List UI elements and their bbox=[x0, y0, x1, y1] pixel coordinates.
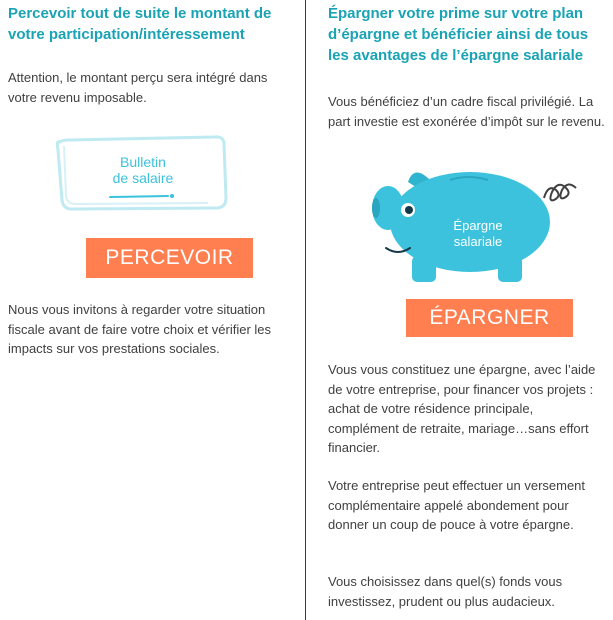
right-para-abondement: Votre entreprise peut effectuer un versement complémentaire appelé abondement pour donner un coup de pouce à votre épargne. bbox=[328, 478, 586, 532]
right-title: Épargner votre prime sur votre plan d’épargne et bénéficier ainsi de tous les avantages de l’épargne salariale bbox=[328, 5, 589, 64]
piggy-text-line2: salariale bbox=[453, 234, 503, 249]
left-advice: Nous vous invitons à regarder votre situation fiscale avant de faire votre choix et vérifier les impacts sur vos prestations sociales. bbox=[8, 302, 272, 356]
epargner-button[interactable]: ÉPARGNER bbox=[406, 299, 573, 337]
payslip-text-line1: Bulletin bbox=[120, 154, 166, 170]
left-title: Percevoir tout de suite le montant de votre participation/intéressement bbox=[8, 5, 272, 43]
left-column bbox=[8, 0, 293, 356]
piggy-bank-icon bbox=[358, 160, 588, 290]
right-para-funds: Vous choisissez dans quel(s) fonds vous investissez, prudent ou plus audacieux. bbox=[328, 574, 563, 609]
right-para-projects: Vous vous constituez une épargne, avec l’aide de votre entreprise, pour financer vos projets : achat de votre résidence principale, complément de retraite, mariage…sans effort financier. bbox=[328, 362, 596, 455]
payslip-icon bbox=[48, 130, 238, 220]
right-fiscal-text: Vous bénéficiez d’un cadre fiscal privilégié. La part investie est exonérée d’impôt sur le revenu. bbox=[328, 94, 605, 129]
percevoir-button[interactable]: PERCEVOIR bbox=[86, 238, 253, 278]
piggy-text-line1: Épargne bbox=[453, 218, 503, 233]
right-column bbox=[328, 0, 608, 609]
payslip-text-line2: de salaire bbox=[112, 170, 174, 186]
column-divider bbox=[305, 0, 306, 620]
left-warning: Attention, le montant perçu sera intégré dans votre revenu imposable. bbox=[8, 70, 268, 105]
